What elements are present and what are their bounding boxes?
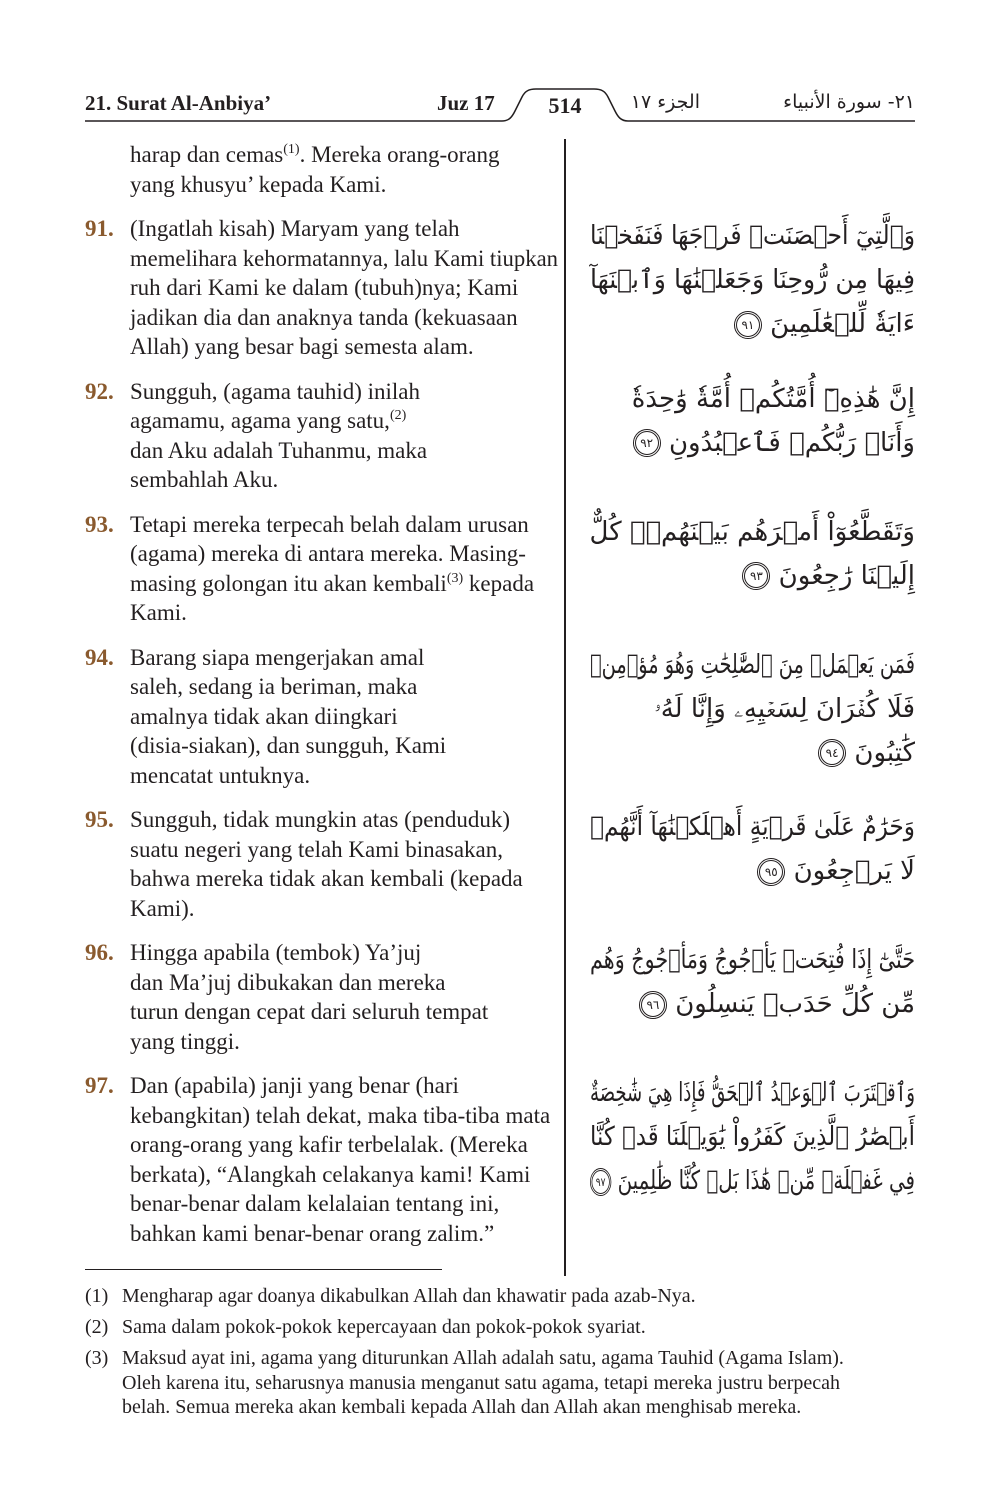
arabic-line bbox=[590, 554, 915, 598]
ayah-number: ٩٧ bbox=[595, 1174, 606, 1189]
ayah-number: ٩٦ bbox=[646, 997, 660, 1012]
verse-number: 96. bbox=[85, 940, 114, 965]
footnote-body bbox=[122, 1284, 915, 1309]
verse-97 bbox=[85, 1071, 915, 1248]
arabic-column bbox=[590, 805, 915, 923]
translation-line: yang khusyu’ kepada Kami. bbox=[130, 171, 387, 197]
footnote-3 bbox=[85, 1346, 915, 1420]
translation-line: memelihara kehormatannya, lalu Kami tiupkan bbox=[130, 245, 559, 271]
translation-segment: . Mereka orang-orang bbox=[299, 142, 500, 167]
translation-segment: agamamu, agama yang satu, bbox=[130, 408, 390, 433]
footnote-body bbox=[122, 1346, 915, 1420]
translation-line: Dan (apabila) janji yang benar (hari bbox=[130, 1073, 459, 1098]
translation-segment: masing golongan itu akan kembali bbox=[130, 570, 447, 596]
translation-line: kebangkitan) telah dekat, maka tiba-tiba mata bbox=[130, 1102, 551, 1128]
header-juz-arabic: الجزء ١٧ bbox=[630, 91, 700, 113]
arabic-column bbox=[590, 510, 915, 628]
translation-line: yang tinggi. bbox=[130, 1028, 240, 1054]
ayah-end-marker bbox=[818, 739, 846, 767]
footnote-line: Mengharap agar doanya dikabulkan Allah dan khawatir pada azab-Nya. bbox=[122, 1285, 696, 1307]
arabic-line bbox=[595, 1159, 915, 1203]
translation-line: dan Aku adalah Tuhanmu, maka bbox=[130, 437, 428, 463]
translation-text bbox=[130, 510, 558, 628]
arabic-line: وَتَقَطَّعُوٓاْ أَمۡرَهُم بَيۡنَهُمۡۖ كُلٌّ bbox=[589, 516, 915, 547]
arabic-column bbox=[590, 377, 915, 495]
translation-text bbox=[130, 805, 558, 923]
page-number: 514 bbox=[548, 93, 582, 118]
translation-line bbox=[130, 140, 558, 170]
header-surah-arabic: ٢١- سورة الأنبياء bbox=[783, 91, 915, 113]
arabic-line bbox=[590, 849, 915, 893]
translation-line: bahkan kami benar-benar orang zalim.” bbox=[130, 1220, 495, 1246]
translation-line: jadikan dia dan anaknya tanda (kekuasaan bbox=[130, 304, 518, 330]
footnote-ref-2: (2) bbox=[389, 408, 407, 423]
arabic-line: وَحَرَٰمٌ عَلَىٰ قَرۡيَةٍ أَهۡلَكۡنَٰهَآ أَنَّهُمۡ bbox=[590, 812, 915, 842]
arabic-column bbox=[590, 1071, 915, 1248]
verse-number: 91. bbox=[85, 216, 114, 241]
translation-column bbox=[85, 1071, 558, 1248]
header-surah-latin: 21. Surat Al-Anbiya’ bbox=[85, 91, 272, 115]
verse-number: 92. bbox=[85, 378, 114, 404]
translation-line: (agama) mereka di antara mereka. Masing- bbox=[130, 541, 526, 566]
translation-text bbox=[130, 1071, 558, 1248]
translation-line: suatu negeri yang telah Kami binasakan, bbox=[130, 836, 503, 862]
arabic-text: مِّن كُلِّ حَدَبٖ يَنسِلُونَ bbox=[675, 989, 915, 1019]
translation-line: Tetapi mereka terpecah belah dalam urusan bbox=[130, 511, 529, 537]
arabic-text: ءَايَةٗ لِّلۡعَٰلَمِينَ bbox=[770, 309, 915, 339]
ayah-number: ٩٣ bbox=[749, 569, 763, 583]
footnotes bbox=[85, 1284, 915, 1426]
arabic-line: فِيهَا مِن رُّوحِنَا وَجَعَلۡنَٰهَا وَٱبۡنَهَآ bbox=[589, 265, 915, 295]
ayah-number: ٩٢ bbox=[640, 436, 654, 450]
translation-line: Sungguh, tidak mungkin atas (penduduk) bbox=[130, 807, 511, 832]
translation-segment: harap dan cemas bbox=[130, 142, 284, 167]
footnote-ref-3: (3) bbox=[446, 570, 464, 586]
translation-text bbox=[130, 140, 558, 199]
ayah-end-marker bbox=[742, 562, 770, 590]
arabic-line: إِنَّ هَٰذِهِۦٓ أُمَّتُكُمۡ أُمَّةٗ وَٰحِدَةٗ bbox=[631, 383, 915, 414]
translation-text bbox=[130, 377, 558, 495]
translation-column bbox=[85, 805, 558, 923]
translation-line: turun dengan cepat dari seluruh tempat bbox=[130, 999, 489, 1024]
footnote-marker: (3) bbox=[85, 1347, 109, 1369]
footnote-ref-1: (1) bbox=[283, 142, 300, 157]
translation-line bbox=[130, 406, 558, 436]
arabic-text: لَا يَرۡجِعُونَ bbox=[793, 856, 915, 886]
verse-96 bbox=[85, 938, 915, 1056]
translation-column bbox=[85, 140, 558, 199]
verse-number: 97. bbox=[85, 1073, 114, 1098]
verse-95 bbox=[85, 805, 915, 923]
translation-line: mencatat untuknya. bbox=[130, 762, 311, 788]
verse-number: 94. bbox=[85, 644, 114, 670]
verse-number: 95. bbox=[85, 807, 114, 832]
arabic-line: وَٱقۡتَرَبَ ٱلۡوَعۡدُ ٱلۡحَقُّ فَإِذَا هِيَ شَٰخِصَةٌ bbox=[590, 1078, 915, 1108]
ayah-end-marker bbox=[734, 311, 762, 339]
translation-line: Allah) yang besar bagi semesta alam. bbox=[130, 334, 474, 359]
translation-line: Barang siapa mengerjakan amal bbox=[130, 644, 425, 670]
translation-line: Sungguh, (agama tauhid) inilah bbox=[130, 378, 420, 404]
footnote-line: Sama dalam pokok-pokok kepercayaan dan pokok-pokok syariat. bbox=[122, 1316, 646, 1338]
arabic-line bbox=[590, 302, 915, 346]
translation-text bbox=[130, 643, 558, 791]
verse-91 bbox=[85, 214, 915, 362]
footnote-marker: (2) bbox=[85, 1316, 109, 1338]
header-juz-latin: Juz 17 bbox=[437, 91, 495, 115]
footnote-line: Oleh karena itu, seharusnya manusia menganut satu agama, tetapi mereka justru berpecah bbox=[122, 1371, 841, 1394]
ayah-end-marker bbox=[757, 858, 785, 886]
arabic-column bbox=[590, 140, 915, 199]
ayah-end-marker bbox=[590, 1168, 611, 1196]
ayah-end-marker bbox=[639, 991, 667, 1019]
arabic-line bbox=[590, 421, 915, 465]
translation-column bbox=[85, 214, 558, 362]
translation-line: dan Ma’juj dibukakan dan mereka bbox=[130, 969, 446, 995]
translation-line: (Ingatlah kisah) Maryam yang telah bbox=[130, 216, 460, 241]
arabic-text: إِلَيۡنَا رَٰجِعُونَ bbox=[778, 560, 915, 591]
translation-column bbox=[85, 510, 558, 628]
translation-column bbox=[85, 938, 558, 1056]
arabic-text: فِي غَفۡلَةٖ مِّنۡ هَٰذَا بَلۡ كُنَّا ظَٰلِمِينَ bbox=[617, 1166, 915, 1196]
arabic-line bbox=[590, 731, 915, 775]
footnote-1 bbox=[85, 1284, 915, 1309]
arabic-column bbox=[590, 938, 915, 1056]
ayah-number: ٩٤ bbox=[825, 746, 839, 760]
translation-line: saleh, sedang ia beriman, maka bbox=[130, 674, 418, 699]
arabic-line: فَلَا كُفۡرَانَ لِسَعۡيِهِۦ وَإِنَّا لَهُۥ bbox=[654, 693, 915, 724]
ayah-end-marker bbox=[633, 429, 661, 457]
arabic-line: فَمَن يَعۡمَلۡ مِنَ ٱلصَّٰلِحَٰتِ وَهُوَ مُؤۡمِنٞ bbox=[590, 649, 915, 680]
translation-column bbox=[85, 643, 558, 791]
verse-94 bbox=[85, 643, 915, 791]
footnote-separator bbox=[85, 1269, 442, 1270]
footnote-line: Maksud ayat ini, agama yang diturunkan Allah adalah satu, agama Tauhid (Agama Islam). bbox=[122, 1347, 844, 1369]
translation-line: Kami. bbox=[130, 600, 187, 625]
footnote-line: belah. Semua mereka akan kembali kepada Allah dan Allah akan menghisab mereka. bbox=[122, 1396, 802, 1418]
footnote-2 bbox=[85, 1315, 915, 1340]
translation-line: bahwa mereka tidak akan kembali (kepada bbox=[130, 866, 523, 891]
translation-line: Kami). bbox=[130, 895, 195, 921]
translation-line: berkata), “Alangkah celakanya kami! Kami bbox=[130, 1161, 531, 1187]
arabic-line bbox=[590, 982, 915, 1026]
translation-text bbox=[130, 938, 558, 1056]
translation-line: sembahlah Aku. bbox=[130, 467, 279, 492]
verse-90-continuation bbox=[85, 140, 915, 199]
translation-line: ruh dari Kami ke dalam (tubuh)nya; Kami bbox=[130, 275, 519, 300]
arabic-line: وَٱلَّتِيٓ أَحۡصَنَتۡ فَرۡجَهَا فَنَفَخۡنَا bbox=[590, 221, 915, 251]
translation-line: amalnya tidak akan diingkari bbox=[130, 703, 398, 729]
translation-text bbox=[130, 214, 558, 362]
verse-number: 93. bbox=[85, 511, 114, 537]
arabic-text: كَٰتِبُونَ bbox=[854, 737, 915, 768]
translation-line: benar-benar dalam kelalaian tentang ini, bbox=[130, 1191, 500, 1216]
arabic-column bbox=[590, 214, 915, 362]
translation-line bbox=[130, 569, 558, 599]
footnote-body bbox=[122, 1315, 915, 1340]
translation-line: Hingga apabila (tembok) Ya’juj bbox=[130, 940, 422, 965]
arabic-line: أَبۡصَٰرُ ٱلَّذِينَ كَفَرُواْ يَٰوَيۡلَنَا قَدۡ كُنَّا bbox=[590, 1122, 915, 1152]
translation-column bbox=[85, 377, 558, 495]
translation-line: (disia-siakan), dan sungguh, Kami bbox=[130, 733, 447, 758]
arabic-text: وَأَنَا۠ رَبُّكُمۡ فَٱعۡبُدُونِ bbox=[668, 427, 915, 458]
footnote-marker: (1) bbox=[85, 1285, 109, 1307]
verse-93 bbox=[85, 510, 915, 628]
ayah-number: ٩١ bbox=[741, 317, 755, 332]
translation-line: orang-orang yang kafir terbelalak. (Mereka bbox=[130, 1132, 528, 1157]
arabic-column bbox=[590, 643, 915, 791]
arabic-line: حَتَّىٰٓ إِذَا فُتِحَتۡ يَأۡجُوجُ وَمَأۡجُوجُ وَهُم bbox=[589, 945, 915, 975]
verses-content bbox=[85, 140, 915, 1263]
verse-92 bbox=[85, 377, 915, 495]
ayah-number: ٩٥ bbox=[764, 864, 778, 879]
translation-segment: kepada bbox=[463, 570, 535, 596]
